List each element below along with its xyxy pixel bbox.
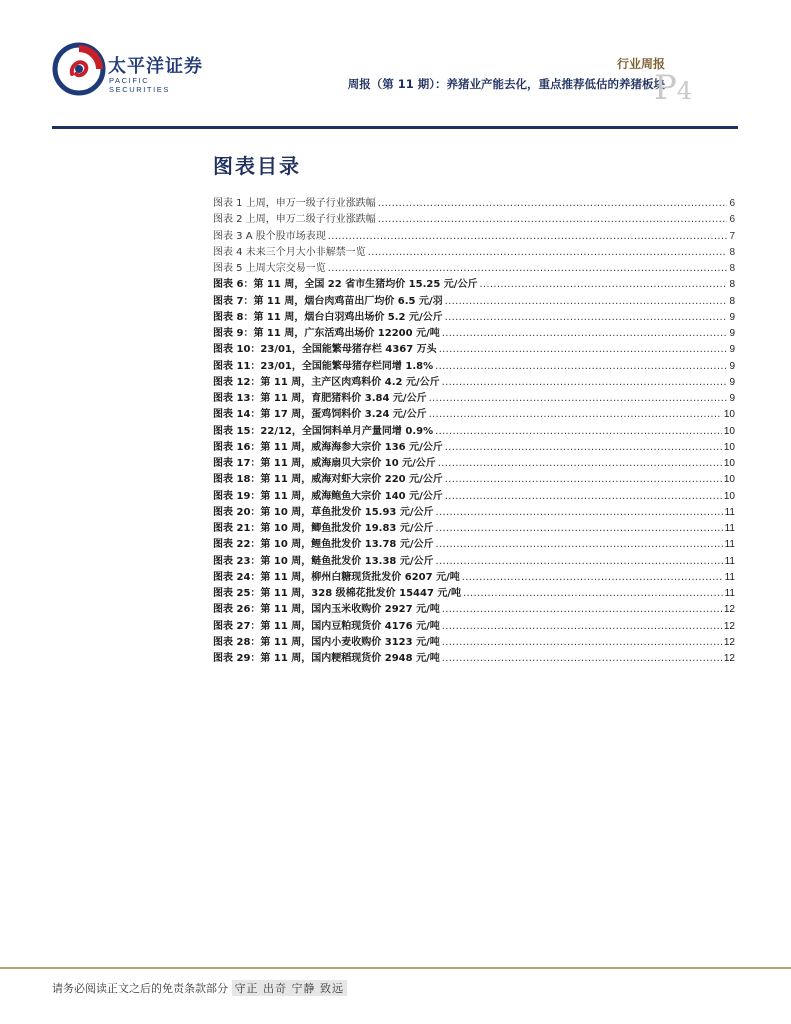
toc-entry[interactable]	[213, 651, 735, 667]
toc-leader-dots	[445, 440, 722, 456]
toc-entry-page: 9	[729, 360, 735, 372]
toc-leader-dots	[445, 310, 728, 326]
toc-entry-page: 10	[723, 409, 735, 421]
toc-entry-page: 12	[723, 653, 735, 664]
toc-entry-text: 图表 22：第 10 周，鲤鱼批发价 13.78 元/公斤	[213, 539, 434, 551]
toc-entry-text: 图表 6：第 11 周，全国 22 省市生猪均价 15.25 元/公斤	[213, 279, 478, 291]
toc-entry-page: 7	[729, 230, 735, 242]
toc-leader-dots	[442, 326, 728, 342]
toc-entry[interactable]	[213, 570, 735, 586]
toc-entry-page: 10	[723, 441, 735, 453]
toc-list	[213, 196, 735, 667]
toc-entry-text: 图表 9：第 11 周，广东活鸡出场价 12200 元/吨	[213, 328, 440, 339]
toc-entry-page: 10	[723, 490, 735, 502]
page-number: 4	[676, 77, 693, 105]
toc-entry-text: 图表 10：23/01，全国能繁母猪存栏 4367 万头	[213, 344, 437, 356]
toc-entry-text: 图表 4 未来三个月大小非解禁一览	[213, 246, 366, 258]
toc-entry-text: 图表 18：第 11 周，威海对虾大宗价 220 元/公斤	[213, 474, 443, 486]
toc-leader-dots	[442, 635, 722, 651]
toc-entry[interactable]	[213, 407, 735, 423]
toc-entry[interactable]	[213, 521, 735, 537]
footer-disclaimer: 请务必阅读正文之后的免责条款部分	[52, 982, 228, 995]
toc-entry-text: 图表 19：第 11 周，威海鲍鱼大宗价 140 元/公斤	[213, 490, 443, 502]
page-letter: P	[654, 68, 677, 108]
toc-entry-text: 图表 8：第 11 周，烟台白羽鸡出场价 5.2 元/公斤	[213, 311, 443, 323]
toc-title: 图表目录	[213, 154, 301, 178]
toc-entry-page: 8	[729, 279, 735, 291]
brand-name-en: PACIFIC SECURITIES	[109, 76, 171, 94]
toc-entry-page: 11	[724, 539, 735, 551]
toc-entry[interactable]	[213, 602, 735, 618]
toc-entry[interactable]	[213, 326, 735, 342]
toc-entry-text: 图表 27：第 11 周，国内豆粕现货价 4176 元/吨	[213, 620, 440, 632]
pacific-securities-logo-icon	[52, 42, 106, 96]
toc-leader-dots	[435, 359, 727, 375]
toc-entry-text: 图表 16：第 11 周，威海海参大宗价 136 元/公斤	[213, 441, 443, 453]
toc-leader-dots	[479, 277, 727, 293]
toc-entry[interactable]	[213, 554, 735, 570]
toc-entry[interactable]	[213, 456, 735, 472]
toc-entry-text: 图表 17：第 11 周，威海扇贝大宗价 10 元/公斤	[213, 458, 436, 469]
toc-leader-dots	[445, 489, 722, 505]
toc-entry[interactable]	[213, 505, 735, 521]
toc-entry-text: 图表 20：第 10 周，草鱼批发价 15.93 元/公斤	[213, 506, 434, 518]
toc-entry-page: 9	[729, 376, 735, 388]
toc-entry[interactable]	[213, 537, 735, 553]
toc-entry-text: 图表 2 上周，申万二级子行业涨跌幅	[213, 214, 376, 226]
toc-leader-dots	[436, 537, 723, 553]
toc-entry[interactable]	[213, 424, 735, 440]
toc-entry-text: 图表 29：第 11 周，国内粳稻现货价 2948 元/吨	[213, 653, 440, 664]
report-type: 行业周报	[616, 57, 665, 71]
toc-entry-page: 9	[729, 393, 735, 404]
toc-leader-dots	[445, 294, 728, 310]
toc-entry[interactable]	[213, 440, 735, 456]
toc-entry[interactable]	[213, 342, 735, 358]
toc-entry-page: 11	[724, 571, 735, 583]
toc-entry[interactable]	[213, 586, 735, 602]
toc-leader-dots	[463, 586, 723, 602]
toc-leader-dots	[378, 212, 728, 228]
toc-leader-dots	[429, 407, 722, 423]
toc-entry-page: 8	[729, 295, 735, 307]
toc-entry-page: 11	[724, 506, 735, 518]
toc-entry-page: 8	[729, 246, 735, 258]
toc-entry[interactable]	[213, 391, 735, 407]
toc-leader-dots	[328, 261, 728, 277]
toc-entry[interactable]	[213, 196, 735, 212]
toc-entry[interactable]	[213, 489, 735, 505]
toc-leader-dots	[442, 375, 728, 391]
toc-entry-text: 图表 23：第 10 周，鲢鱼批发价 13.38 元/公斤	[213, 555, 434, 567]
toc-entry-text: 图表 11：23/01，全国能繁母猪存栏同增 1.8%	[213, 360, 434, 372]
toc-entry-text: 图表 26：第 11 周，国内玉米收购价 2927 元/吨	[213, 604, 440, 616]
toc-leader-dots	[442, 602, 722, 618]
toc-entry-page: 11	[724, 523, 735, 534]
toc-entry-text: 图表 1 上周，申万一级子行业涨跌幅	[213, 198, 376, 209]
page-indicator	[654, 68, 692, 108]
toc-entry-text: 图表 24：第 11 周，柳州白糖现货批发价 6207 元/吨	[213, 571, 460, 583]
toc-leader-dots	[436, 521, 723, 537]
toc-entry-page: 10	[723, 425, 735, 437]
toc-entry-text: 图表 25：第 11 周，328 级棉花批发价 15447 元/吨	[213, 588, 462, 599]
toc-entry-page: 6	[729, 214, 735, 226]
toc-entry[interactable]	[213, 261, 735, 277]
toc-entry-text: 图表 12：第 11 周，主产区肉鸡料价 4.2 元/公斤	[213, 376, 440, 388]
toc-leader-dots	[438, 456, 722, 472]
toc-entry[interactable]	[213, 245, 735, 261]
toc-entry-text: 图表 13：第 11 周，育肥猪料价 3.84 元/公斤	[213, 393, 427, 404]
toc-entry-page: 9	[729, 328, 735, 339]
toc-leader-dots	[442, 651, 722, 667]
toc-leader-dots	[439, 342, 728, 358]
footer	[52, 980, 347, 996]
toc-entry-text: 图表 15：22/12，全国饲料单月产量同增 0.9%	[213, 425, 434, 437]
toc-entry-text: 图表 5 上周大宗交易一览	[213, 263, 326, 274]
toc-leader-dots	[368, 245, 728, 261]
toc-entry-page: 10	[723, 474, 735, 486]
toc-entry[interactable]	[213, 635, 735, 651]
footer-divider	[0, 967, 791, 969]
toc-leader-dots	[462, 570, 723, 586]
toc-entry[interactable]	[213, 359, 735, 375]
toc-entry-text: 图表 21：第 10 周，鲫鱼批发价 19.83 元/公斤	[213, 523, 434, 534]
toc-entry[interactable]	[213, 212, 735, 228]
company-logo	[52, 42, 212, 98]
brand-name-cn: 太平洋证券	[108, 56, 203, 77]
toc-entry[interactable]	[213, 619, 735, 635]
toc-leader-dots	[445, 472, 722, 488]
toc-entry[interactable]	[213, 472, 735, 488]
toc-leader-dots	[378, 196, 728, 212]
header-divider	[52, 126, 738, 129]
toc-entry-page: 9	[729, 311, 735, 323]
toc-entry-page: 12	[723, 636, 735, 648]
toc-entry-page: 12	[723, 604, 735, 616]
toc-entry-page: 8	[729, 263, 735, 274]
footer-motto: 守正 出奇 宁静 致远	[232, 980, 348, 996]
toc-leader-dots	[429, 391, 728, 407]
toc-entry-text: 图表 28：第 11 周，国内小麦收购价 3123 元/吨	[213, 636, 440, 648]
toc-leader-dots	[436, 505, 723, 521]
toc-entry-text: 图表 14：第 17 周，蛋鸡饲料价 3.24 元/公斤	[213, 409, 427, 421]
toc-entry-text: 图表 3 A 股个股市场表现	[213, 230, 326, 242]
toc-entry-page: 11	[724, 588, 735, 599]
toc-entry[interactable]	[213, 375, 735, 391]
report-title: 周报（第 11 期）：养猪业产能去化，重点推荐低估的养猪板块	[347, 77, 665, 91]
toc-entry[interactable]	[213, 294, 735, 310]
toc-entry-page: 10	[723, 458, 735, 469]
toc-leader-dots	[328, 229, 728, 245]
toc-entry-page: 12	[723, 620, 735, 632]
toc-entry-page: 11	[724, 555, 735, 567]
toc-leader-dots	[442, 619, 722, 635]
toc-leader-dots	[436, 554, 723, 570]
toc-entry[interactable]	[213, 229, 735, 245]
toc-entry[interactable]	[213, 310, 735, 326]
toc-leader-dots	[435, 424, 722, 440]
toc-entry-page: 6	[729, 198, 735, 209]
toc-entry-text: 图表 7：第 11 周，烟台肉鸡苗出厂均价 6.5 元/羽	[213, 295, 443, 307]
toc-entry-page: 9	[729, 344, 735, 356]
toc-entry[interactable]	[213, 277, 735, 293]
